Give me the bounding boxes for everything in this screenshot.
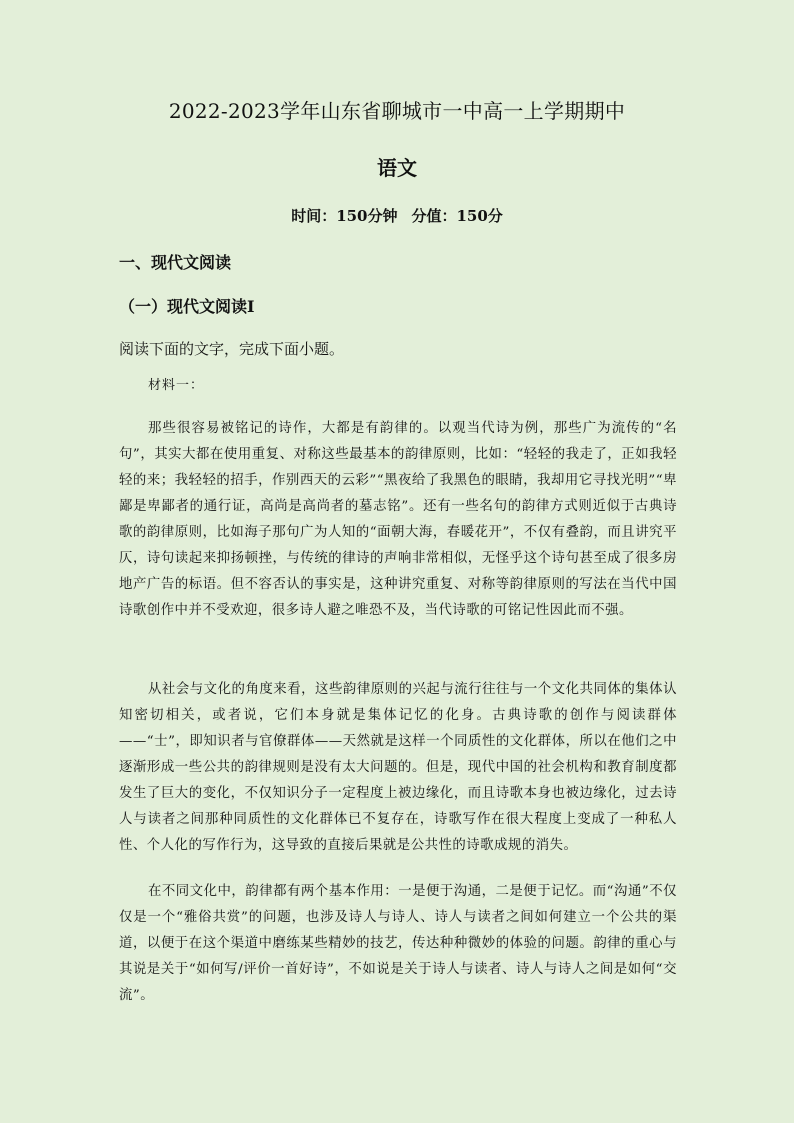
- material-label: 材料一：: [148, 378, 205, 393]
- subject-heading: 语文: [377, 156, 417, 180]
- document-title: 2022-2023学年山东省聊城市一中高一上学期期中: [168, 99, 626, 123]
- instruction-text: 阅读下面的文字，完成下面小题。: [119, 340, 345, 358]
- paragraph-2: 从社会与文化的角度来看，这些韵律原则的兴起与流行往往与一个文化共同体的集体认知密切相关，或者说，它们本身就是集体记忆的化身。古典诗歌的创作与阅读群体——“士”，即知识者与官僚群体——天然就是这样一个同质性的文化群体，所以在他们之中逐渐形成一些公共的韵律规则是没有太大问题的。但是，现代中国的社会机构和教育制度都发生了巨大的变化，不仅知识分子一定程度上被边缘化，而且诗歌本身也被边缘化，过去诗人与读者之间那种同质性的文化群体已不复存在，诗歌写作在很大程度上变成了一种私人性、个人化的写作行为，这导致的直接后果就是公共性的诗歌成规的消失。: [119, 682, 677, 853]
- subsection-heading: （一）现代文阅读Ⅰ: [119, 297, 255, 316]
- score-label: 分值：150分: [411, 207, 503, 225]
- paragraph-1: 那些很容易被铭记的诗作，大都是有韵律的。以观当代诗为例，那些广为流传的“名句”，其实大都在使用重复、对称这些最基本的韵律原则，比如：“轻轻的我走了，正如我轻轻的来；我轻轻的招手，作别西天的云彩”“黑夜给了我黑色的眼睛，我却用它寻找光明”“卑鄙是卑鄙者的通行证，高尚是高尚者的墓志铭”。还有一些名句的韵律方式则近似于古典诗歌的韵律原则，比如海子那句广为人知的“面朝大海，春暖花开”，不仅有叠韵，而且讲究平仄，诗句读起来抑扬顿挫，与传统的律诗的声响非常相似，无怪乎这个诗句甚至成了很多房地产广告的标语。但不容否认的事实是，这种讲究重复、对称等韵律原则的写法在当代中国诗歌创作中并不受欢迎，很多诗人避之唯恐不及，当代诗歌的可铭记性因此而不强。: [119, 421, 677, 618]
- paragraph-3: 在不同文化中，韵律都有两个基本作用：一是便于沟通，二是便于记忆。而“沟通”不仅仅是一个“雅俗共赏”的问题，也涉及诗人与诗人、诗人与读者之间如何建立一个公共的渠道，以便于在这个渠道中磨练某些精妙的技艺，传达种种微妙的体验的问题。韵律的重心与其说是关于“如何写/评价一首好诗”，不如说是关于诗人与读者、诗人与诗人之间是如何“交流”。: [119, 884, 677, 1003]
- exam-info: [0, 205, 794, 227]
- time-label: 时间：150分钟: [291, 207, 398, 225]
- section-heading: 一、现代文阅读: [119, 253, 232, 272]
